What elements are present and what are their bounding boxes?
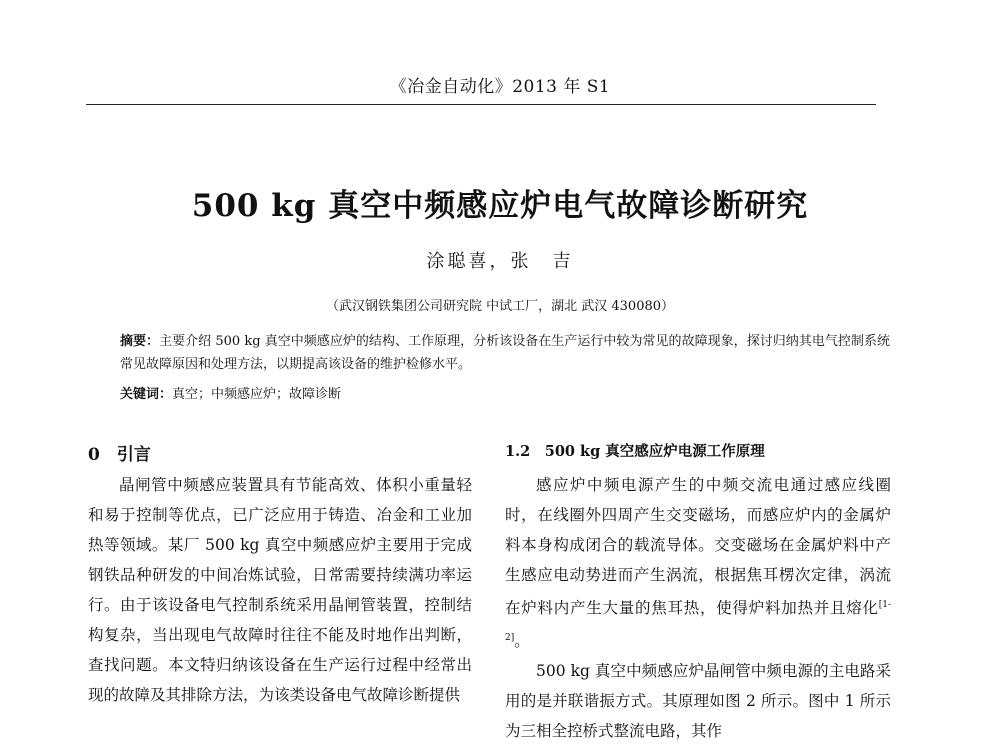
authors: 涂聪喜，张 吉 — [426, 251, 574, 272]
intro-paragraph: 晶闸管中频感应装置具有节能高效、体积小重量轻和易于控制等优点，已广泛应用于铸造、冶金和工业加热等领域。某厂 500 kg 真空中频感应炉主要用于完成钢铁品种研发的中间冶炼试验，日常需要持续满功率运行。由于该设备电气控制系统采用晶闸管装置，控制结构复杂，当出现电气故障时往往不能及时地作出判断，查找问题。本文特归纳该设备在生产运行过程中经常出现的故障及其排除方法，为该类设备电气故障诊断提供 — [88, 476, 472, 704]
principle-paragraph-2: 500 kg 真空中频感应炉晶闸管中频电源的主电路采用的是并联谐振方式。其原理如图 2 所示。图中 1 所示为三相全控桥式整流电路，其作 — [505, 662, 891, 741]
principle-text-1-end: 。 — [514, 632, 530, 651]
right-column — [505, 440, 891, 746]
principle-paragraph-1 — [505, 470, 891, 656]
running-head: 《冶金自动化》2013 年 S1 — [389, 77, 611, 97]
abstract-text: 主要介绍 500 kg 真空中频感应炉的结构、工作原理，分析该设备在生产运行中较为常见的故障现象，探讨归纳其电气控制系统常见故障原因和处理方法，以期提高该设备的维护检修水平。 — [120, 334, 890, 372]
principle-text-1: 感应炉中频电源产生的中频交流电通过感应线圈时，在线圈外四周产生交变磁场，而感应炉内的金属炉料本身构成闭合的载流导体。交变磁场在金属炉料中产生感应电动势进而产生涡流，根据焦耳楞次定律，涡流在炉料内产生大量的焦耳热，使得炉料加热并且熔化 — [505, 476, 891, 618]
abstract-label: 摘要： — [120, 334, 160, 349]
left-column — [88, 440, 472, 710]
keywords — [120, 385, 890, 405]
keywords-label: 关键词： — [120, 387, 173, 402]
keywords-text: 真空；中频感应炉；故障诊断 — [172, 387, 342, 402]
section-heading-intro: 0 引言 — [88, 445, 151, 465]
subsection-heading-1-2: 1.2 500 kg 真空感应炉电源工作原理 — [505, 443, 765, 460]
affiliation: （武汉钢铁集团公司研究院 中试工厂，湖北 武汉 430080） — [325, 299, 675, 314]
header-rule — [86, 104, 876, 105]
citation-ref: [1-2] — [505, 600, 891, 644]
abstract — [120, 330, 890, 376]
paper-title: 500 kg 真空中频感应炉电气故障诊断研究 — [191, 188, 809, 224]
